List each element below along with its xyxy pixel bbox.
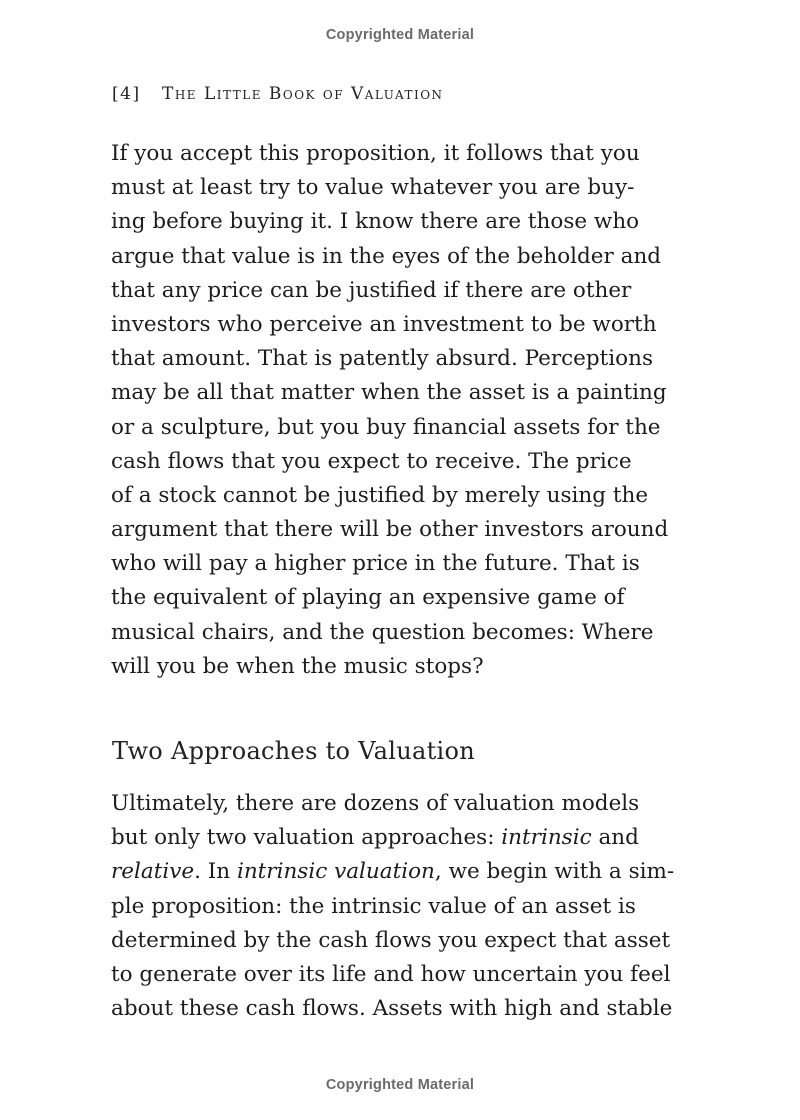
body-paragraph <box>111 137 683 684</box>
text-run: but only two valuation approaches: <box>111 825 502 851</box>
text-line <box>111 855 683 889</box>
text-line: argument that there will be other investors around <box>111 517 669 543</box>
text-line: investors who perceive an investment to be worth <box>111 311 657 337</box>
emphasis-term: intrinsic valuation <box>236 859 435 885</box>
copyright-watermark-bottom: Copyrighted Material <box>325 1077 475 1093</box>
text-line: Ultimately, there are dozens of valuation models <box>111 791 640 816</box>
text-line: argue that value is in the eyes of the beholder and <box>111 243 662 269</box>
emphasis-term: relative <box>111 859 195 885</box>
text-line: that any price can be justified if there are other <box>111 277 632 303</box>
running-head <box>112 84 444 104</box>
text-run: and <box>591 825 639 851</box>
text-line <box>111 821 683 855</box>
text-line: If you accept this proposition, it follows that you <box>111 141 640 166</box>
text-run: , we begin with a sim- <box>434 859 675 885</box>
text-line: about these cash flows. Assets with high and stable <box>111 996 673 1022</box>
text-line: will you be when the music stops? <box>111 653 484 679</box>
text-line: determined by the cash flows you expect that asset <box>111 927 671 953</box>
book-title: The Little Book of Valuation <box>162 84 444 104</box>
emphasis-term: intrinsic <box>501 825 592 851</box>
text-line: may be all that matter when the asset is a painting <box>111 380 667 406</box>
copyright-watermark-top: Copyrighted Material <box>325 27 475 43</box>
body-paragraph <box>111 787 683 1026</box>
section-heading: Two Approaches to Valuation <box>112 737 476 765</box>
text-line: of a stock cannot be justified by merely using the <box>111 482 649 508</box>
text-line: or a sculpture, but you buy financial assets for the <box>111 414 661 440</box>
text-line: ing before buying it. I know there are those who <box>111 209 640 235</box>
text-line: cash flows that you expect to receive. The price <box>111 448 632 474</box>
text-line: the equivalent of playing an expensive game of <box>111 585 625 611</box>
text-line: must at least try to value whatever you are buy- <box>111 175 635 201</box>
text-line: who will pay a higher price in the future. That is <box>111 551 640 577</box>
text-line: musical chairs, and the question becomes: Where <box>111 619 654 645</box>
text-line: to generate over its life and how uncertain you feel <box>111 961 671 987</box>
text-line: ple proposition: the intrinsic value of an asset is <box>111 893 636 919</box>
text-line: that amount. That is patently absurd. Perceptions <box>111 346 653 372</box>
text-run: . In <box>194 859 237 885</box>
page-number: [4] <box>112 84 141 104</box>
